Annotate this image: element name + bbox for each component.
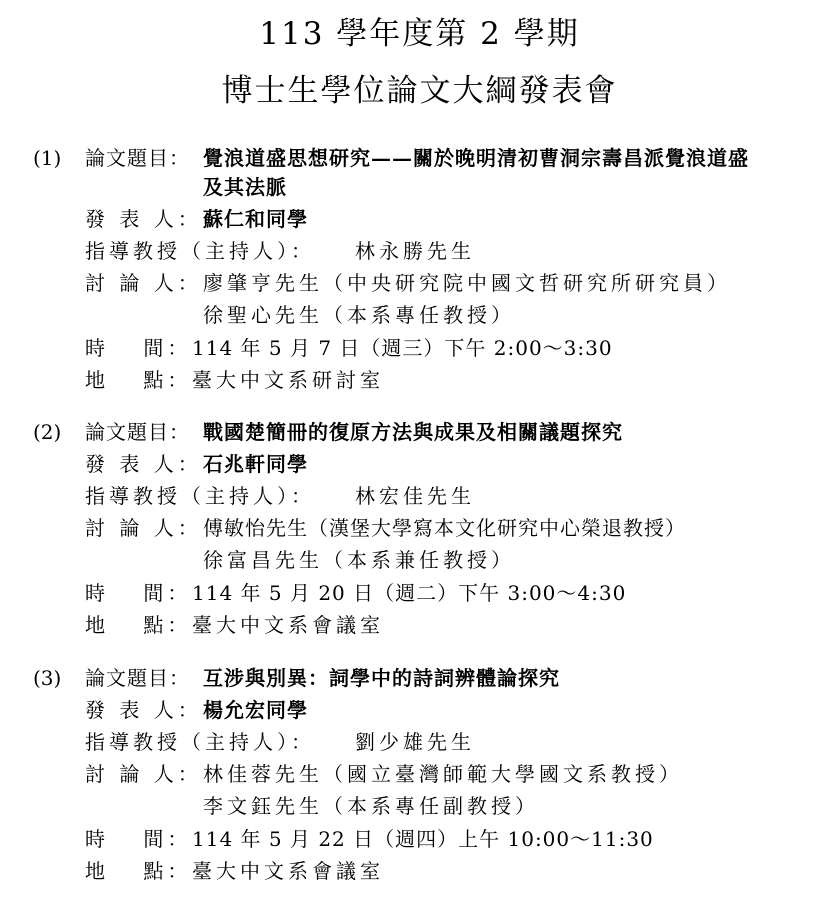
thesis-title: 互涉與別異：詞學中的詩詞辨體論探究 (203, 666, 560, 690)
discussant-label: 討 論 人： (85, 516, 202, 540)
time-label: 時 間： (85, 581, 192, 605)
thesis-title-continued: 及其法脈 (203, 175, 287, 199)
thesis-label: 論文題目： (85, 146, 190, 170)
time-label: 時 間： (85, 336, 192, 360)
presenter-name: 蘇仁和同學 (203, 207, 308, 231)
entry-number: (2) (33, 420, 62, 444)
time-label: 時 間： (85, 827, 192, 851)
presenter-label: 發 表 人： (85, 698, 202, 722)
presenter-label: 發 表 人： (85, 207, 202, 231)
document-subtitle: 博士生學位論文大綱發表會 (221, 73, 618, 109)
advisor-label: 指導教授（主持人）： (85, 484, 315, 508)
discussant-name-1: 林佳蓉先生（國立臺灣師範大學國文系教授） (203, 762, 683, 786)
advisor-name: 林永勝先生 (355, 239, 475, 263)
entry-number: (1) (33, 146, 62, 170)
advisor-label: 指導教授（主持人）： (85, 730, 315, 754)
advisor-label: 指導教授（主持人）： (85, 239, 315, 263)
place-value: 臺大中文系研討室 (192, 368, 384, 392)
place-value: 臺大中文系會議室 (192, 859, 384, 883)
time-value: 114 年 5 月 22 日（週四）上午 10:00～11:30 (192, 827, 654, 851)
discussant-name-2: 徐富昌先生（本系兼任教授） (203, 548, 515, 572)
discussant-name-2: 李文鈺先生（本系專任副教授） (203, 794, 539, 818)
place-value: 臺大中文系會議室 (192, 613, 384, 637)
thesis-title: 覺浪道盛思想研究——關於晚明清初曹洞宗壽昌派覺浪道盛 (203, 146, 749, 170)
presenter-label: 發 表 人： (85, 452, 202, 476)
place-label: 地 點： (85, 368, 192, 392)
discussant-label: 討 論 人： (85, 762, 202, 786)
discussant-name-1: 廖肇亨先生（中央研究院中國文哲研究所研究員） (203, 271, 731, 295)
place-label: 地 點： (85, 613, 192, 637)
thesis-title: 戰國楚簡冊的復原方法與成果及相關議題探究 (203, 420, 623, 444)
place-label: 地 點： (85, 859, 192, 883)
advisor-name: 劉少雄先生 (355, 730, 475, 754)
advisor-name: 林宏佳先生 (355, 484, 475, 508)
presenter-name: 石兆軒同學 (203, 452, 308, 476)
time-value: 114 年 5 月 20 日（週二）下午 3:00～4:30 (192, 581, 627, 605)
document-title: 113 學年度第 2 學期 (259, 16, 580, 52)
discussant-name-2: 徐聖心先生（本系專任教授） (203, 303, 515, 327)
time-value: 114 年 5 月 7 日（週三）下午 2:00～3:30 (192, 336, 613, 360)
thesis-label: 論文題目： (85, 420, 190, 444)
thesis-label: 論文題目： (85, 666, 190, 690)
discussant-label: 討 論 人： (85, 271, 202, 295)
discussant-name-1: 傅敏怡先生（漢堡大學寫本文化研究中心榮退教授） (203, 516, 686, 540)
presenter-name: 楊允宏同學 (203, 698, 308, 722)
entry-number: (3) (33, 666, 62, 690)
